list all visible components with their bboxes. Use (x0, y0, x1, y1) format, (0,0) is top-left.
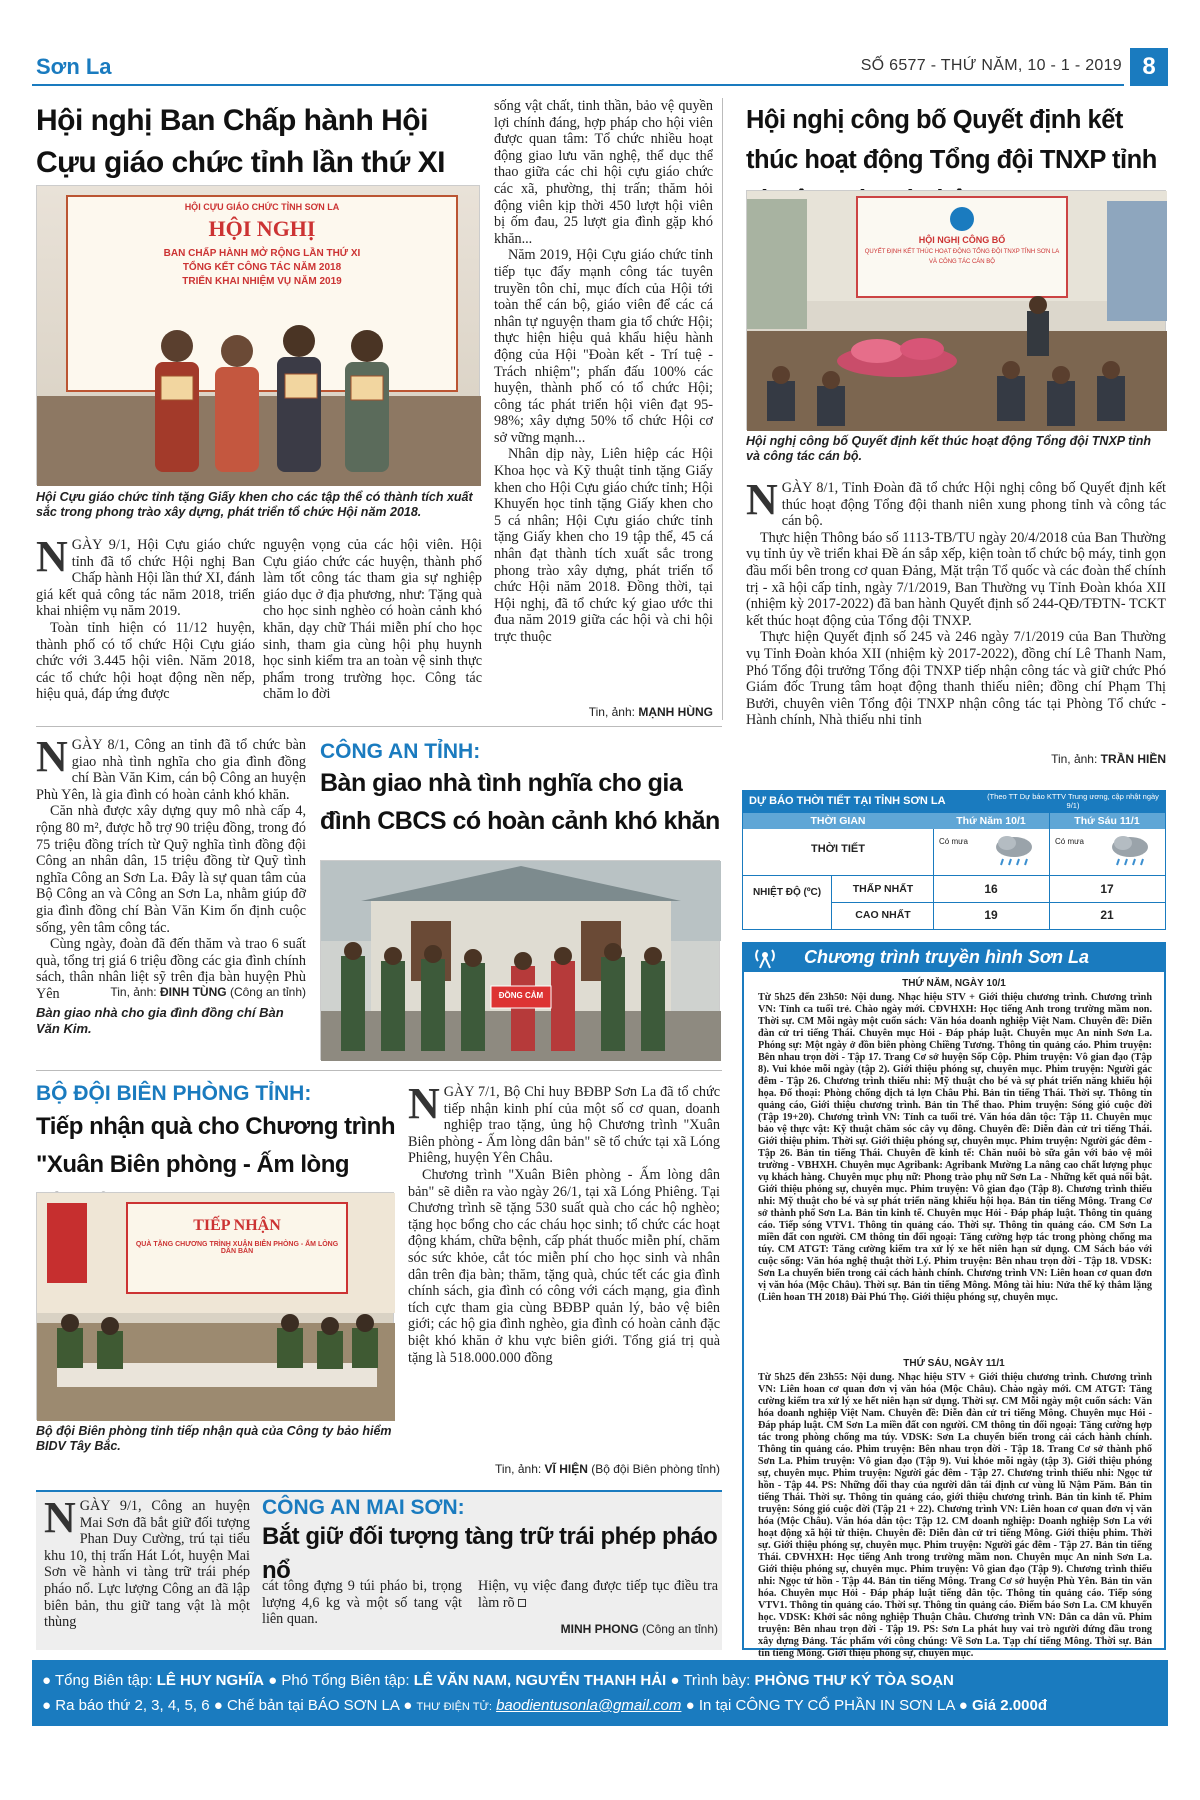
article5-p2: cát tông đựng 9 túi pháo bi, trọng lượng 4,6 kg và một số tang vật liên quan. (262, 1578, 462, 1628)
tv-title: Chương trình truyền hình Sơn La (804, 947, 1090, 967)
weather-rule (831, 875, 832, 929)
photo1-banner-line3: TRIỂN KHAI NHIỆM VỤ NĂM 2019 (182, 276, 342, 287)
photo1-banner-line2: TỔNG KẾT CÔNG TÁC NĂM 2018 (182, 262, 342, 273)
page-number: 8 (1130, 48, 1168, 86)
weather-low-label: THẤP NHẤT (852, 883, 914, 895)
article3-p2: Căn nhà được xây dựng quy mô nhà cấp 4, rộng 80 m², được hỗ trợ 90 triệu đồng, trong đó 75 triệu đồng trích từ Quỹ nghĩa tình đồng đội Công an nhân dân, 15 triệu đồng từ Quỹ tình nghĩa Công an Sơn La. Đây là sự quan tâm của Bộ Công an và Công an Sơn La, nhằm giúp đỡ gia đình đồng chí Bàn Văn Kim ổn định cuộc sống, yên tâm công tác. (36, 803, 306, 936)
article2-p2: Thực hiện Thông báo số 1113-TB/TU ngày 20/4/2018 của Ban Thường vụ tỉnh ủy về triển khai Đề án sắp xếp, kiện toàn tổ chức bộ máy, tinh gọn đầu mối bên trong cơ quan Đảng, Mặt trận Tổ quốc và các đoàn thể chính trị - xã hội cấp tỉnh, ngày 7/1/2019, Ban Thường vụ Tỉnh Đoàn khóa XII (nhiệm kỳ 2017-2022) đã ban hành Quyết định số 244-QĐ/TĐTN- TCKT kết thúc hoạt động của Tổng đội TNXP. (746, 529, 1166, 629)
masthead (32, 48, 1168, 88)
weather-rule (831, 902, 1165, 903)
divider-h1 (36, 726, 722, 727)
tv-day1-header: THỨ NĂM, NGÀY 10/1 (902, 978, 1006, 989)
article1-p6: Nhân dịp này, Liên hiệp các Hội Khoa học và Kỹ thuật tỉnh tặng Giấy khen cho Hội Cựu giáo chức tỉnh; Hội Khuyến học tỉnh tặng Giấy khen cho 5 cá nhân; Hội Cựu giáo chức tỉnh tặng Giấy khen cho 19 tập thể, 45 cá nhân đạt thành tích xuất sắc trong phong trào xây dựng, phát triển tổ chức Hội năm 2018. Đồng thời, tại Hội nghị, đã tổ chức ký giao ước thi đua năm 2019 giữa các hội và chi hội trực thuộc (494, 446, 713, 645)
weather-rule (743, 875, 1165, 876)
article3-caption: Bàn giao nhà cho gia đình đồng chí Bàn Văn Kim. (36, 1005, 284, 1036)
article5-title: Bắt giữ đối tượng tàng trữ trái phép pháo nổ (262, 1523, 718, 1584)
section-name: Sơn La (36, 54, 112, 79)
article4-kicker: BỘ ĐỘI BIÊN PHÒNG TỈNH: (36, 1082, 312, 1105)
tv-day2-text: Từ 5h25 đến 23h55: Nội dung. Nhạc hiệu STV + Giới thiệu chương trình. Chương trình VN: Liên hoan cơ quan đơn vị văn hóa (Mộc Châu). Chào ngày mới. CM ATGT: Tăng cường kiểm tra xử lý xe hết niên hạn sử dụng. Thời sự. CM Mỗi ngày một cuốn sách: Văn hóa doanh nghiệp Việt Nam. Chuyên đề: Diễn đàn cử tri tiếng Mông. Chuyên mục Hỏi - Đáp pháp luật. CM Sơn La miền đất con người. CM thông tin đối ngoại: Tăng cường hợp tác trong phòng chống ma túy. VDSK: Sơn La chuyển biến trong cải cách hành chính. Thông tin quảng cáo. Phim truyện: Bên nhau trọn đời - Tập 18. Trang Cơ sở thành phố Sơn La. Phim truyện: Vô gian đạo (Tập 9). Vui khỏe mỗi ngày (tập 3). Giới thiệu phóng sự, chuyên mục. Phim truyện: Người gác đêm - Tập 27. Chương trình thiếu nhi: Ngọc tử hồn - Tập 44. PS: Những đổi thay của người dân tái định cư vùng lũ Nậm Păm. Bản tin tiếng Thái. Thời sự. Thông tin quảng cáo, giới thiệu chương trình. Bản tin kinh tế. Phim truyện: Sóng gió cuộc đời (Tập 21 + 22). Chương trình VN: Liên hoan cơ quan đơn vị văn hóa (Mộc Châu). Văn hóa dân tộc: Tập 12. CM doanh nghiệp: Doanh nghiệp Sơn La với hoạt động xã hội từ thiện. Chuyên đề: Diễn đàn cử tri tiếng Mông. Giới thiệu phim. Thời sự. Giới thiệu phóng sự, chuyên mục. Phim truyện: Người gác đêm - Tập 27. Bản tin tiếng Thái. CĐVHXH: Học tiếng Anh trong trường mầm non. Chuyên mục An ninh Sơn La. Giới thiệu phóng sự, chuyên mục. Phim truyện: Vô gian đạo (Tập 9). Chương trình thiếu nhi: Ngọc tử hồn - Tập 44. Bản tin tiếng Mông. Trang Cơ sở huyện Phù Yên. Bản tin văn hóa. Chuyên mục Hỏi - Đáp pháp luật tiếng dân tộc. Thông tin quảng cáo. Tiếp sóng VTV1. Thông tin quảng cáo. Thời sự. Thông tin quảng cáo. Điểm báo Sơn La. CM khuyến học. VDSK: Khởi sắc nông nghiệp Thuận Châu. Chương trình VN: Dân ca dân vũ. Phim truyện: Bên nhau trọn đời - Tập 19. PS: Sơn La phát huy vai trò người đứng đầu trong xây dựng Đảng. Tác phẩm với công chúng: Về Sơn La. Tạp chí tiếng Mông. Thời sự. Bản tin tiếng Mông. Giới thiệu phóng sự, chuyên mục. (758, 1372, 1152, 1659)
article4-author: VĨ HIỆN (544, 1462, 588, 1476)
article2-caption: Hội nghị công bố Quyết định kết thúc hoạt động Tổng đội TNXP tỉnh và công tác cán bộ. (746, 434, 1152, 463)
article2-credit: Tin, ảnh: TRẦN HIỀN (1051, 752, 1166, 766)
article4-p2: Chương trình "Xuân Biên phòng - Ấm lòng dân bản" sẽ diễn ra vào ngày 26/1, tại xã Lóng Phiêng. Tại Chương trình sẽ tặng 530 suất quà cho các hộ nghèo; tặng học bổng cho các cháu học sinh; tổ chức các hoạt động khám, chữa bệnh, cấp phát thuốc miễn phí, chăm sóc sức khỏe, cắt tóc miễn phí cho học sinh và nhân dân trên địa bàn; thăm, tặng quà, chúc tết các gia đình chính sách, gia đình có công với cách mạng, gia đình tích cực tham gia cùng BĐBP quản lý, bảo vệ biên giới; các hộ gia đình nghèo, gia đình có hoàn cảnh đặc biệt khó khăn ở khu vực biên giới. Tổng giá trị quà tặng là 518.000.000 đồng (408, 1166, 720, 1366)
article5-credit: MINH PHONG (Công an tỉnh) (560, 1622, 718, 1636)
photo4-banner-line1: QUÀ TẶNG CHƯƠNG TRÌNH XUÂN BIÊN PHÒNG - ẤM LÒNG DÂN BẢN (135, 1241, 339, 1255)
issue-info: SỐ 6577 - THỨ NĂM, 10 - 1 - 2019 (860, 57, 1122, 74)
house-handover-image (321, 861, 721, 1061)
article1-dropcap: N (36, 532, 68, 581)
photo3-sign: ĐỒNG CẢM (498, 991, 544, 1000)
article2-author: TRẦN HIỀN (1100, 752, 1166, 766)
footer-line1: ● Tổng Biên tập: LÊ HUY NGHĨA ● Phó Tổng Biên tập: LÊ VĂN NAM, NGUYỄN THANH HẢI ● Trình bày: PHÒNG THƯ KÝ TÒA SOẠN (42, 1672, 954, 1689)
article1-author: MẠNH HÙNG (638, 705, 713, 719)
article5-author: MINH PHONG (560, 1622, 639, 1636)
footer-line2: ● Ra báo thứ 2, 3, 4, 5, 6 ● Chế bản tại BÁO SƠN LA ● THƯ ĐIỆN TỬ: baodientusonla@gmail.com ● In tại CÔNG TY CỔ PHẦN IN SƠN LA ● Giá 2.000đ (42, 1697, 1047, 1714)
tv-day2-header: THỨ SÁU, NGÀY 11/1 (903, 1358, 1005, 1369)
weather-temp-label: NHIỆT ĐỘ (ºC) (752, 887, 822, 898)
article2-title: Hội nghị công bố Quyết định kết thúc hoạt động Tổng đội TNXP tỉnh (746, 106, 1157, 174)
article1-p5: Năm 2019, Hội Cựu giáo chức tỉnh tiếp tục đẩy mạnh công tác tuyên truyền tôn chỉ, mục đích của Hội tới toàn thể cán bộ, giáo viên để các cá nhân tự nguyện tham gia tổ chức Hội; thực hiện hiệu quả khẩu hiệu hành động của Hội "Đoàn kết - Trí tuệ - Trách nhiệm"; phấn đấu 100% các huyện, thành phố có tổ chức Hội; công tác phát triển hội viên đạt 95-98%; xây dựng 50% tổ chức Hội cơ sở vững mạnh... (494, 247, 713, 446)
photo1-banner-line1: BAN CHẤP HÀNH MỞ RỘNG LẦN THỨ XI (163, 248, 361, 259)
article1-col1 (36, 532, 255, 712)
weather-high-label: CAO NHẤT (855, 909, 911, 921)
article3-kicker: CÔNG AN TỈNH: (320, 740, 481, 763)
weather-rule (933, 829, 934, 929)
article3-author: ĐINH TÙNG (159, 985, 227, 999)
photo2-banner-line1: QUYẾT ĐỊNH KẾT THÚC HOẠT ĐỘNG TỔNG ĐỘI TNXP TỈNH SƠN LA (864, 249, 1060, 255)
article5-col3 (478, 1578, 718, 1618)
article1-col2 (263, 537, 482, 712)
weather-low2: 17 (1100, 882, 1114, 896)
article5-p3: Hiện, vụ việc đang được tiếp tục điều tra làm rõ (478, 1578, 718, 1611)
article4-body: NGÀY 7/1, Bộ Chỉ huy BĐBP Sơn La đã tổ chức tiếp nhận kinh phí của một số cơ quan, doanh nghiệp trao tặng, ủng hộ Chương trình "Xuân Biên phòng - Ấm lòng dân bản" sẽ tổ chức tại xã Lóng Phiêng, huyện Yên Châu. Chương trình "Xuân Biên phòng - Ấm lòng dân bản" sẽ diễn ra vào ngày 26/1, tại xã Lóng Phiêng. Tại Chương trình sẽ tặng 530 suất quà cho các hộ nghèo; tặng học bổng cho các cháu học sinh; tổ chức các hoạt động khám, chữa bệnh, cấp phát thuốc miễn phí, chăm sóc sức khỏe, cắt tóc miễn phí cho học sinh và nhân dân trên địa bàn; thăm, tặng quà, chúc tết các gia đình chính sách, gia đình có công với cách mạng, gia đình tích cực tham gia cùng BĐBP quản lý, bảo vệ biên giới; các hộ gia đình nghèo, gia đình có hoàn cảnh đặc biệt khó khăn ở khu vực biên giới. Tổng giá trị quà tặng là 518.000.000 đồng (408, 1079, 720, 1366)
rain-cloud-icon (1109, 833, 1151, 867)
conference-hall-image (747, 191, 1167, 431)
tv-day1-text: Từ 5h25 đến 23h50: Nội dung. Nhạc hiệu STV + Giới thiệu chương trình. Chương trình VN: Tỉnh ca tuổi trẻ. Chào ngày mới. CĐVHXH: Học tiếng Anh trong trường mầm non. Thời sự. CM Mỗi ngày một cuốn sách: Văn hóa doanh nghiệp Việt Nam. Chuyên đề: Diễn đàn cử tri tiếng Thái. Chuyên mục Hỏi - Đáp pháp luật. Chuyên mục An ninh Sơn La. Phóng sự: Một ngày ở đồn biên phòng Chiềng Tương. Thông tin quảng cáo. Phim truyện: Bên nhau trọn đời - Tập 17. Trang Cơ sở huyện Sốp Cộp. Phim truyện: Vô gian đạo (Tập 8). Vui khỏe mỗi ngày (tập 2). Giới thiệu phóng sự, chuyên mục. Phim truyện: Người gác đêm - Tập 26. Chương trình thiếu nhi: Mỹ thuật cho bé và sự phát triển năng khiếu hội họa. Đố thoại: Phòng chống dịch tả lợn Châu Phi. Bản tin tiếng Thái. Thời sự. Thông tin quảng cáo, Giới thiệu chương trình. Bản tin Thể thao. Phim truyện: Sóng gió cuộc đời (Tập 19+20). Chương trình VN: Tỉnh ca tuổi trẻ. Văn hóa dân tộc: Tập 11. Chuyên mục bảo vệ thực vật: Kỹ thuật chăm sóc cây vụ đông. Chuyên đề: Diễn đàn cử tri tiếng Thái. Giới thiệu phim. Thời sự. Giới thiệu phóng sự, chuyên mục. Phim truyện: Người gác đêm - Tập 26. Bản tin tiếng Thái. Chuyên đề kinh tế: Chăn nuôi bò sữa gắn với bảo vệ môi trường - VBHXH. Chuyên mục Agribank: Agribank Mường La nâng cao chất lượng phục vụ khách hàng. Chuyên mục phụ nữ: Phong trào phụ nữ Sơn La - Những kết quả nổi bật. Giới thiệu phóng sự, chuyên mục. Phim truyện: Vô gian đạo (Tập 8). Chương trình thiếu nhi: Mỹ thuật cho bé và sự phát triển năng khiếu hội họa. Bản tin tiếng Mông. Trang Cơ sở thành phố Sơn La. Bản tin kinh tế. Chuyên mục Hỏi - Đáp pháp luật. Thông tin quảng cáo. Tiếp sóng VTV1. Thông tin quảng cáo. Thời sự. Thông tin quảng cáo. CM Sơn La miền đất con người. CM thông tin đối ngoại: Tăng cường hợp tác trong phòng chống ma túy. CM ATGT: Tăng cường kiểm tra xử lý xe hết niên hạn sử dụng. CM Sách báo với cuộc sống: Văn hóa nghệ thuật thời Lý. Phim truyện: Bên nhau trọn đời - Tập 18. VDSK: Sơn La chuyển biến trong cải cách hành chính. Chương trình VN: Liên hoan cơ quan đơn vị văn hóa (Mộc Châu). Thời sự. Bản tin tiếng Mông. Mông tài hiu: Nửa thế kỷ thắm lặng (Liên hoan TH 2018) Đài Phú Thọ. Giới thiệu phóng sự, chuyên mục. (758, 992, 1152, 1303)
article4-credit: Tin, ảnh: VĨ HIỆN (Bộ đội Biên phòng tỉnh) (494, 1462, 720, 1476)
article2-body: NGÀY 8/1, Tỉnh Đoàn đã tổ chức Hội nghị công bố Quyết định kết thúc hoạt động Tổng đội thanh niên xung phong tỉnh và công tác cán bộ. Thực hiện Thông báo số 1113-TB/TU ngày 20/4/2018 của Ban Thường vụ tỉnh ủy về triển khai Đề án sắp xếp, kiện toàn tổ chức bộ máy, tinh gọn đầu mối bên trong cơ quan Đảng, Mặt trận Tổ quốc và các đoàn thể chính trị - xã hội cấp tỉnh, ngày 7/1/2019, Ban Thường vụ Tỉnh Đoàn khóa XII (nhiệm kỳ 2017-2022) đã ban hành Quyết định số 244-QĐ/TĐTN- TCKT kết thúc hoạt động của Tổng đội TNXP. Thực hiện Quyết định số 245 và 246 ngày 7/1/2019 của Ban Thường vụ Tỉnh Đoàn khóa XII (nhiệm kỳ 2017-2022), đồng chí Lê Thanh Nam, Phó Tổng đội trưởng Tổng đội TNXP tiếp nhận công tác và giữ chức Phó Giám đốc Trung tâm hoạt động thanh thiếu niên; đồng chí Phạm Thị Bưởi, chuyên viên Tổng đội TNXP nhận công tác tại Phòng Tổ chức - Hành chính, Nhà thiếu nhi tỉnh (746, 475, 1166, 729)
weather-box (742, 790, 1166, 930)
article1-caption: Hội Cựu giáo chức tỉnh tặng Giấy khen cho các tập thể có thành tích xuất sắc trong phong trào xây dựng, phát triển tổ chức Hội năm 2018. (36, 490, 473, 519)
article1-p2: Toàn tỉnh hiện có 11/12 huyện, thành phố có tổ chức Hội Cựu giáo chức với 3.445 hội viên. Năm 2018, các tổ chức hội hoạt động nền nếp, hiệu quả, đáp ứng được (36, 619, 255, 703)
article5-kicker: CÔNG AN MAI SƠN: (262, 1496, 465, 1519)
article5-col2 (262, 1578, 462, 1648)
weather-low1: 16 (984, 882, 998, 896)
article5-col1: NGÀY 9/1, Công an huyện Mai Sơn đã bắt giữ đối tượng Phan Duy Cường, trú tại tiểu khu 10, thị trấn Hát Lót, huyện Mai Sơn về hành vi tàng trữ trái phép pháo nổ. Lực lượng Công an đã lập biên bản, thu giữ tang vật là một thùng (44, 1493, 250, 1631)
weather-cond1: Có mưa (939, 837, 968, 846)
photo2-banner-line2: VÀ CÔNG TÁC CÁN BỘ (929, 259, 995, 265)
article1-p1: GÀY 9/1, Hội Cựu giáo chức tỉnh đã tổ chức Hội nghị Ban Chấp hành Hội lần thứ XI, đánh giá kết quả công tác năm 2018, triển khai nhiệm vụ năm 2019. (36, 537, 255, 620)
weather-day1: Thứ Năm 10/1 (956, 815, 1026, 827)
photo1-banner-org: HỘI CỰU GIÁO CHỨC TỈNH SƠN LA (184, 202, 340, 212)
weather-source: (Theo TT Dự báo KTTV Trung ương, cập nhật ngày 9/1) (987, 792, 1159, 810)
weather-high1: 19 (984, 908, 998, 922)
divider-h2 (36, 1070, 722, 1071)
weather-day2: Thứ Sáu 11/1 (1074, 815, 1140, 827)
article1-credit: Tin, ảnh: MẠNH HÙNG (588, 705, 713, 719)
article1-title: Hội nghị Ban Chấp hành Hội Cựu giáo chức tỉnh lần thứ XI (36, 104, 446, 179)
article4-photo (36, 1192, 394, 1420)
weather-time-label: THỜI GIAN (810, 815, 866, 827)
end-mark-icon (518, 1599, 526, 1607)
divider-v1 (722, 98, 723, 720)
article3-p1: GÀY 8/1, Công an tỉnh đã tổ chức bàn giao nhà tình nghĩa cho gia đình đồng chí Bàn Văn Kim, cán bộ Công an huyện Phù Yên, là gia đình có hoàn cảnh khó khăn. (36, 737, 306, 803)
article2-photo (746, 190, 1166, 430)
article3-p3: Cùng ngày, đoàn đã đến thăm và trao 6 suất quà, tổng trị giá 6 triệu đồng các gia đình chính sách, thân nhân liệt sỹ trên địa bàn huyện Phù Yên (36, 936, 306, 1002)
article4-title: Tiếp nhận quà cho Chương trình "Xuân Biên phòng - Ấm lòng (36, 1113, 395, 1178)
article4-caption: Bộ đội Biên phòng tỉnh tiếp nhận quà của Công ty bảo hiểm BIDV Tây Bắc. (36, 1424, 392, 1453)
article4-p1: GÀY 7/1, Bộ Chỉ huy BĐBP Sơn La đã tổ chức tiếp nhận kinh phí của một số cơ quan, doanh nghiệp trao tặng, ủng hộ Chương trình "Xuân Biên phòng - Ấm lòng dân bản" sẽ tổ chức tại xã Lóng Phiêng, huyện Yên Châu. (408, 1084, 720, 1167)
rain-cloud-icon (993, 833, 1035, 867)
article1-photo (36, 185, 480, 485)
article3-credit: Tin, ảnh: ĐINH TÙNG (Công an tỉnh) (110, 985, 306, 999)
photo4-banner-title: TIẾP NHẬN (193, 1217, 281, 1234)
antenna-icon (754, 947, 776, 969)
article3-title: Bàn giao nhà tình nghĩa cho gia đình CBCS có hoàn cảnh khó khăn (320, 769, 720, 835)
article2-p1: GÀY 8/1, Tỉnh Đoàn đã tổ chức Hội nghị công bố Quyết định kết thúc hoạt động Tổng đội thanh niên xung phong tỉnh và công tác cán bộ. (781, 480, 1166, 530)
weather-cond2: Có mưa (1055, 837, 1084, 846)
weather-title: DỰ BÁO THỜI TIẾT TẠI TỈNH SƠN LA (749, 795, 946, 807)
email-link[interactable]: baodientusonla@gmail.com (496, 1697, 682, 1714)
photo1-banner-title: HỘI NGHỊ (208, 216, 316, 241)
photo2-banner-title: HỘI NGHỊ CÔNG BỐ (918, 235, 1006, 245)
weather-rule (1049, 813, 1050, 929)
article2-p3: Thực hiện Quyết định số 245 và 246 ngày 7/1/2019 của Ban Thường vụ Tỉnh Đoàn khóa XII (nhiệm kỳ 2017-2022), đồng chí Lê Thanh Nam, Phó Tổng đội trưởng Tổng đội TNXP tiếp nhận công tác và giữ chức Phó Giám đốc Trung tâm hoạt động thanh thiếu niên; đồng chí Phạm Thị Bưởi, chuyên viên Tổng đội TNXP nhận công tác tại Phòng Tổ chức - Hành chính, Nhà thiếu nhi tỉnh (746, 629, 1166, 729)
article3-body: NGÀY 8/1, Công an tỉnh đã tổ chức bàn giao nhà tình nghĩa cho gia đình đồng chí Bàn Văn Kim, cán bộ Công an huyện Phù Yên, là gia đình có hoàn cảnh khó khăn. Căn nhà được xây dựng quy mô nhà cấp 4, rộng 80 m², được hỗ trợ 90 triệu đồng, trong đó 75 triệu đồng trích từ Quỹ nghĩa tình đồng đội Công an nhân dân, 15 triệu đồng từ Quỹ tình nghĩa Công an Sơn La. Đây là sự quan tâm của Bộ Công an và Công an Sơn La, nhằm giúp đỡ gia đình đồng chí Bàn Văn Kim ổn định cuộc sống, yên tâm công tác. Cùng ngày, đoàn đã đến thăm và trao 6 suất quà, tổng trị giá 6 triệu đồng các gia đình chính sách, thân nhân liệt sỹ trên địa bàn huyện Phù Yên (36, 732, 306, 1002)
weather-label: THỜI TIẾT (811, 843, 865, 855)
footer-bar (32, 1660, 1168, 1726)
article5-p1: GÀY 9/1, Công an huyện Mai Sơn đã bắt giữ đối tượng Phan Duy Cường, trú tại tiểu khu 10, thị trấn Hát Lót, huyện Mai Sơn về hành vi tàng trữ trái phép pháo nổ. Lực lượng Công an đã lập biên bản, thu giữ tang vật là một thùng (44, 1498, 250, 1631)
article1-p4: sống vật chất, tinh thần, bảo vệ quyền lợi chính đáng, hợp pháp cho hội viên được quan tâm: Tổ chức nhiều hoạt động giao lưu văn nghệ, thể dục thể thao giữa các chi hội cựu giáo chức các xã, phường, thị trấn; thăm hỏi động viên kịp thời 450 lượt hội viên bị ốm đau, 25 lượt gia đình gặp khó khăn... (494, 98, 713, 247)
article1-p3: nguyện vọng của các hội viên. Hội Cựu giáo chức các huyện, thành phố làm tốt công tác tham gia sự nghiệp giáo dục ở địa phương, như: Tặng quà cho học sinh nghèo có hoàn cảnh khó khăn, dạy chữ Thái miễn phí cho học sinh, tham gia cùng hội phụ huynh học sinh kiểm tra an toàn vệ sinh thực phẩm trong trường học. Công tác chăm lo đời (263, 537, 482, 703)
article3-photo (320, 860, 720, 1060)
weather-high2: 21 (1100, 908, 1114, 922)
masthead-rule (32, 84, 1124, 86)
article1-col3 (494, 98, 713, 688)
tv-box (742, 942, 1166, 1659)
